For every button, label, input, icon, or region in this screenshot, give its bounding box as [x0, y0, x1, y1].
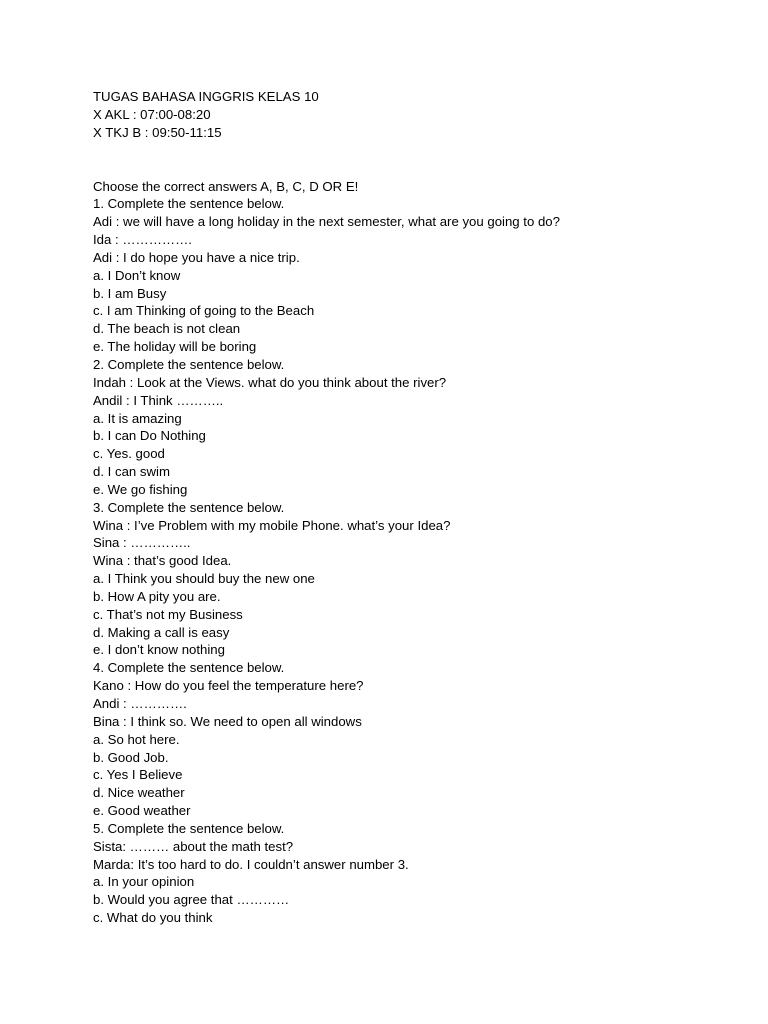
- answer-option: a. In your opinion: [93, 874, 195, 890]
- answer-option: a. I Think you should buy the new one: [93, 571, 315, 587]
- question-list: [93, 195, 733, 927]
- answer-option: d. The beach is not clean: [93, 321, 241, 337]
- answer-option: e. I don’t know nothing: [93, 642, 225, 658]
- answer-option: d. Nice weather: [93, 785, 185, 801]
- dialogue-line: Sista: ……… about the math test?: [93, 838, 294, 854]
- question-block: [93, 195, 733, 356]
- question-prompt: 3. Complete the sentence below.: [93, 499, 285, 515]
- dialogue-line: Wina : I’ve Problem with my mobile Phone. what’s your Idea?: [93, 517, 451, 533]
- answer-option: c. I am Thinking of going to the Beach: [93, 303, 315, 319]
- answer-option: a. I Don’t know: [93, 267, 181, 283]
- dialogue-line: Kano : How do you feel the temperature here?: [93, 678, 364, 694]
- answer-option: e. Good weather: [93, 803, 191, 819]
- question-prompt: 4. Complete the sentence below.: [93, 660, 285, 676]
- spacer: [93, 142, 733, 178]
- dialogue-line: Bina : I think so. We need to open all windows: [93, 713, 362, 729]
- answer-option: e. We go fishing: [93, 481, 188, 497]
- answer-option: b. How A pity you are.: [93, 588, 221, 604]
- answer-option: c. Yes I Believe: [93, 767, 183, 783]
- dialogue-line: Indah : Look at the Views. what do you think about the river?: [93, 374, 447, 390]
- document-title: TUGAS BAHASA INGGRIS KELAS 10: [93, 89, 319, 104]
- answer-option: c. That’s not my Business: [93, 606, 243, 622]
- question-prompt: 5. Complete the sentence below.: [93, 820, 285, 836]
- dialogue-line: Ida : …………….: [93, 232, 192, 248]
- dialogue-line: Adi : we will have a long holiday in the next semester, what are you going to do?: [93, 214, 560, 230]
- question-block: [93, 820, 733, 927]
- question-prompt: 1. Complete the sentence below.: [93, 196, 285, 212]
- instructions-text: Choose the correct answers A, B, C, D OR E!: [93, 178, 359, 194]
- answer-option: b. Would you agree that …………: [93, 892, 290, 908]
- question-prompt: 2. Complete the sentence below.: [93, 356, 285, 372]
- question-block: [93, 659, 733, 820]
- question-block: [93, 356, 733, 499]
- schedule-line: X AKL : 07:00-08:20: [93, 106, 211, 122]
- dialogue-line: Adi : I do hope you have a nice trip.: [93, 249, 300, 265]
- answer-option: c. Yes. good: [93, 446, 165, 462]
- schedule-line: X TKJ B : 09:50-11:15: [93, 124, 222, 140]
- question-block: [93, 499, 733, 660]
- dialogue-line: Andil : I Think ………..: [93, 392, 224, 408]
- document-header: [93, 88, 733, 142]
- document-page: [93, 88, 733, 927]
- answer-option: c. What do you think: [93, 910, 213, 926]
- answer-option: b. I can Do Nothing: [93, 428, 206, 444]
- answer-option: b. Good Job.: [93, 749, 169, 765]
- answer-option: d. I can swim: [93, 464, 170, 480]
- answer-option: d. Making a call is easy: [93, 624, 230, 640]
- answer-option: b. I am Busy: [93, 285, 167, 301]
- answer-option: a. It is amazing: [93, 410, 182, 426]
- dialogue-line: Wina : that’s good Idea.: [93, 553, 232, 569]
- dialogue-line: Andi : ………….: [93, 696, 187, 711]
- answer-option: a. So hot here.: [93, 731, 180, 747]
- dialogue-line: Marda: It’s too hard to do. I couldn’t answer number 3.: [93, 856, 409, 872]
- dialogue-line: Sina : …………..: [93, 535, 191, 551]
- answer-option: e. The holiday will be boring: [93, 339, 257, 355]
